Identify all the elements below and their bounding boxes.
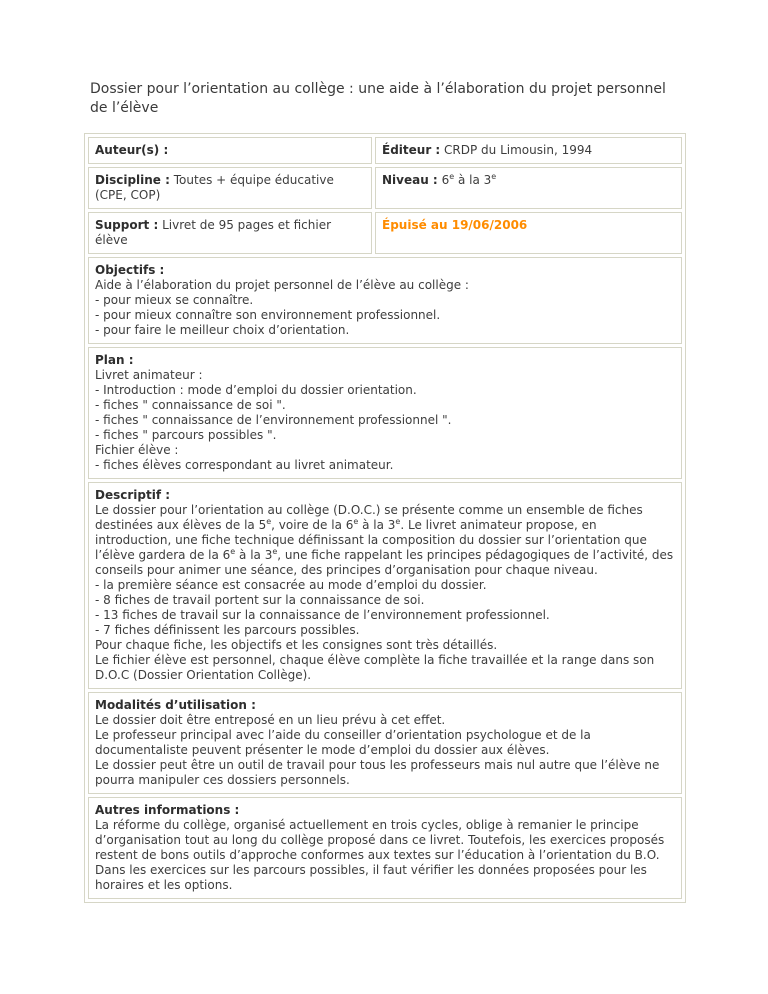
plan-line: - Introduction : mode d’emploi du dossier orientation. [95, 383, 417, 397]
plan-line: Livret animateur : [95, 368, 203, 382]
section-row-modalites [88, 692, 682, 794]
superscript-e: e [230, 547, 236, 556]
section-heading-descriptif: Descriptif : [95, 488, 171, 502]
autres-infos-line: La réforme du collège, organisé actuellement en trois cycles, oblige à remanier le principe d’organisation tout au long du collège proposé dans ce livret. Toutefois, les exercices proposés restent de bons outils d’approche conformes aux textes sur l’éducation à l’orientation du B.O. [95, 818, 665, 862]
section-row-plan [88, 347, 682, 479]
plan-line: - fiches élèves correspondant au livret animateur. [95, 458, 394, 472]
descriptif-line: Pour chaque fiche, les objectifs et les consignes sont très détaillés. [95, 638, 498, 652]
superscript-e: e [449, 172, 455, 181]
discipline-value: Toutes + équipe éducative (CPE, COP) [95, 173, 334, 202]
descriptif-paragraph: Le dossier pour l’orientation au collège (D.O.C.) se présente comme un ensemble de fiches destinées aux élèves de la 5e, voire de la 6e à la 3e. Le livret animateur propose, en introduction, une fiche technique définissant la composition du dossier sur l’orientation que l’élève gardera de la 6e à la 3e, une fiche rappelant les principes pédagogiques de l’activité, des conseils pour animer une séance, des principes d’organisation pour chaque niveau. [95, 503, 674, 577]
section-objectifs [88, 257, 682, 344]
section-autres-infos [88, 797, 682, 899]
table-row-auteur-editeur [88, 137, 682, 164]
cell-discipline [88, 167, 372, 209]
superscript-e: e [395, 517, 401, 526]
cell-editeur [375, 137, 682, 164]
page-title: Dossier pour l’orientation au collège : une aide à l’élaboration du projet personnel de l’élève [90, 81, 666, 116]
modalites-line: Le dossier doit être entreposé en un lieu prévu à cet effet. [95, 713, 446, 727]
autres-infos-line: Dans les exercices sur les parcours possibles, il faut vérifier les données proposées pour les horaires et les options. [95, 863, 647, 892]
section-descriptif [88, 482, 682, 689]
plan-line: Fichier élève : [95, 443, 179, 457]
plan-line: - fiches " parcours possibles ". [95, 428, 277, 442]
cell-support [88, 212, 372, 254]
descriptif-line: - 13 fiches de travail sur la connaissance de l’environnement professionnel. [95, 608, 550, 622]
discipline-label: Discipline : [95, 173, 170, 187]
cell-auteur [88, 137, 372, 164]
support-label: Support : [95, 218, 159, 232]
descriptif-line: - la première séance est consacrée au mode d’emploi du dossier. [95, 578, 487, 592]
section-heading-autres-infos: Autres informations : [95, 803, 240, 817]
table-row-support-epuise [88, 212, 682, 254]
objectifs-line: - pour mieux se connaître. [95, 293, 254, 307]
editeur-value: CRDP du Limousin, 1994 [444, 143, 593, 157]
modalites-line: Le dossier peut être un outil de travail pour tous les professeurs mais nul autre que l’élève ne pourra manipuler ces dossiers personnels. [95, 758, 660, 787]
editeur-label: Éditeur : [382, 143, 441, 157]
auteur-label: Auteur(s) : [95, 143, 169, 157]
niveau-value: 6e à la 3e [441, 172, 497, 187]
table-row-discipline-niveau [88, 167, 682, 209]
section-plan [88, 347, 682, 479]
objectifs-line: Aide à l’élaboration du projet personnel de l’élève au collège : [95, 278, 469, 292]
section-heading-modalites: Modalités d’utilisation : [95, 698, 256, 712]
objectifs-line: - pour mieux connaître son environnement professionnel. [95, 308, 441, 322]
section-row-objectifs [88, 257, 682, 344]
section-modalites [88, 692, 682, 794]
cell-niveau [375, 167, 682, 209]
section-heading-objectifs: Objectifs : [95, 263, 165, 277]
plan-line: - fiches " connaissance de l’environnement professionnel ". [95, 413, 452, 427]
cell-epuise [375, 212, 682, 254]
modalites-line: Le professeur principal avec l’aide du conseiller d’orientation psychologue et de la documentaliste peuvent présenter le mode d’emploi du dossier aux élèves. [95, 728, 591, 757]
superscript-e: e [272, 547, 278, 556]
superscript-e: e [266, 517, 272, 526]
superscript-e: e [491, 172, 497, 181]
plan-line: - fiches " connaissance de soi ". [95, 398, 286, 412]
niveau-label: Niveau : [382, 173, 438, 187]
section-heading-plan: Plan : [95, 353, 134, 367]
support-value: Livret de 95 pages et fichier élève [95, 218, 332, 247]
epuise-status-text: Épuisé au 19/06/2006 [382, 218, 528, 232]
info-table [84, 133, 686, 903]
superscript-e: e [353, 517, 359, 526]
descriptif-line: Le fichier élève est personnel, chaque élève complète la fiche travaillée et la range dans son D.O.C (Dossier Orientation Collège). [95, 653, 655, 682]
descriptif-line: - 7 fiches définissent les parcours possibles. [95, 623, 360, 637]
descriptif-line: - 8 fiches de travail portent sur la connaissance de soi. [95, 593, 425, 607]
section-row-autres-infos [88, 797, 682, 899]
objectifs-line: - pour faire le meilleur choix d’orientation. [95, 323, 350, 337]
section-row-descriptif [88, 482, 682, 689]
